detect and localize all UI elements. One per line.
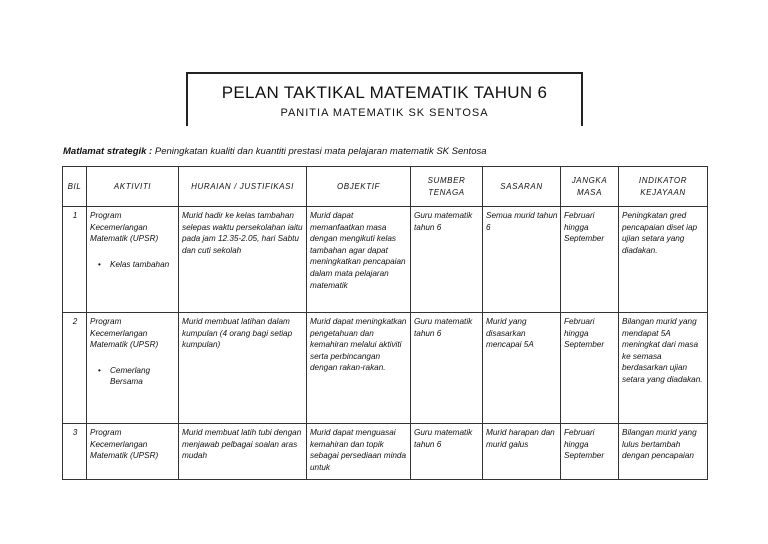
cell-jangka: Februari hingga September [561,313,619,424]
aktiviti-text: Program Kecemerlangan Matematik (UPSR) [90,317,159,350]
header-jangka: JANGKA MASA [561,167,619,207]
header-sumber: SUMBER TENAGA [411,167,483,207]
cell-objektif: Murid dapat memanfaatkan masa dengan mengikuti kelas tambahan agar dapat meningkatkan pencapaian dalam mata pelajaran matematik [307,207,411,313]
cell-objektif: Murid dapat meningkatkan pengetahuan dan kemahiran melalui aktiviti serta perbincangan dengan rakan-rakan. [307,313,411,424]
header-indikator: INDIKATOR KEJAYAAN [619,167,708,207]
cell-huraian: Murid membuat latih tubi dengan menjawab pelbagai soalan aras mudah [179,424,307,480]
strategic-text: Peningkatan kualiti dan kuantiti prestasi mata pelajaran matematik SK Sentosa [152,146,487,157]
cell-huraian: Murid membuat latihan dalam kumpulan (4 orang bagi setiap kumpulan) [179,313,307,424]
cell-aktiviti [87,207,179,313]
title-box [186,72,583,126]
bullet-text: Kelas tambahan [110,259,170,269]
cell-sasaran: Murid harapan dan murid galus [483,424,561,480]
aktiviti-text: Program Kecemerlangan Matematik (UPSR) [90,211,159,244]
cell-aktiviti [87,313,179,424]
table-row [63,424,708,480]
cell-bil: 1 [63,207,87,313]
bullet-text: Cemerlang Bersama [110,365,151,387]
header-sasaran: SASARAN [483,167,561,207]
cell-jangka: Februari hingga September [561,424,619,480]
table-row [63,313,708,424]
cell-sumber: Guru matematik tahun 6 [411,313,483,424]
cell-aktiviti: Program Kecemerlangan Matematik (UPSR) [87,424,179,480]
cell-sumber: Guru matematik tahun 6 [411,207,483,313]
cell-bil: 2 [63,313,87,424]
cell-sasaran: Semua murid tahun 6 [483,207,561,313]
page-subtitle: PANITIA MATEMATIK SK SENTOSA [280,107,489,119]
header-aktiviti: AKTIVITI [87,167,179,207]
table-row [63,207,708,313]
aktiviti-bullet [98,365,176,388]
cell-indikator: Peningkatan gred pencapaian diset iap ujian setara yang diadakan. [619,207,708,313]
strategic-goal [63,146,487,157]
cell-bil: 3 [63,424,87,480]
aktiviti-bullet [98,259,176,271]
cell-sumber: Guru matematik tahun 6 [411,424,483,480]
cell-huraian: Murid hadir ke kelas tambahan selepas waktu persekolahan iaitu pada jam 12.35-2.05, hari Sabtu dan cuti sekolah [179,207,307,313]
cell-indikator: Bilangan murid yang mendapat 5A meningkat dari masa ke semasa berdasarkan ujian setara yang diadakan. [619,313,708,424]
bullet-icon: • [98,365,101,375]
cell-objektif: Murid dapat menguasai kemahiran dan topik sebagai persediaan minda untuk [307,424,411,480]
page-title: PELAN TAKTIKAL MATEMATIK TAHUN 6 [221,83,548,102]
cell-jangka: Februari hingga September [561,207,619,313]
strategic-label: Matlamat strategik : [63,146,153,157]
cell-indikator: Bilangan murid yang lulus bertambah dengan pencapaian [619,424,708,480]
tactical-plan-table [62,166,708,480]
header-bil: BIL [63,167,87,207]
header-huraian: HURAIAN / JUSTIFIKASI [179,167,307,207]
header-row [63,167,708,207]
header-objektif: OBJEKTIF [307,167,411,207]
cell-sasaran: Murid yang disasarkan mencapai 5A [483,313,561,424]
bullet-icon: • [98,259,101,269]
